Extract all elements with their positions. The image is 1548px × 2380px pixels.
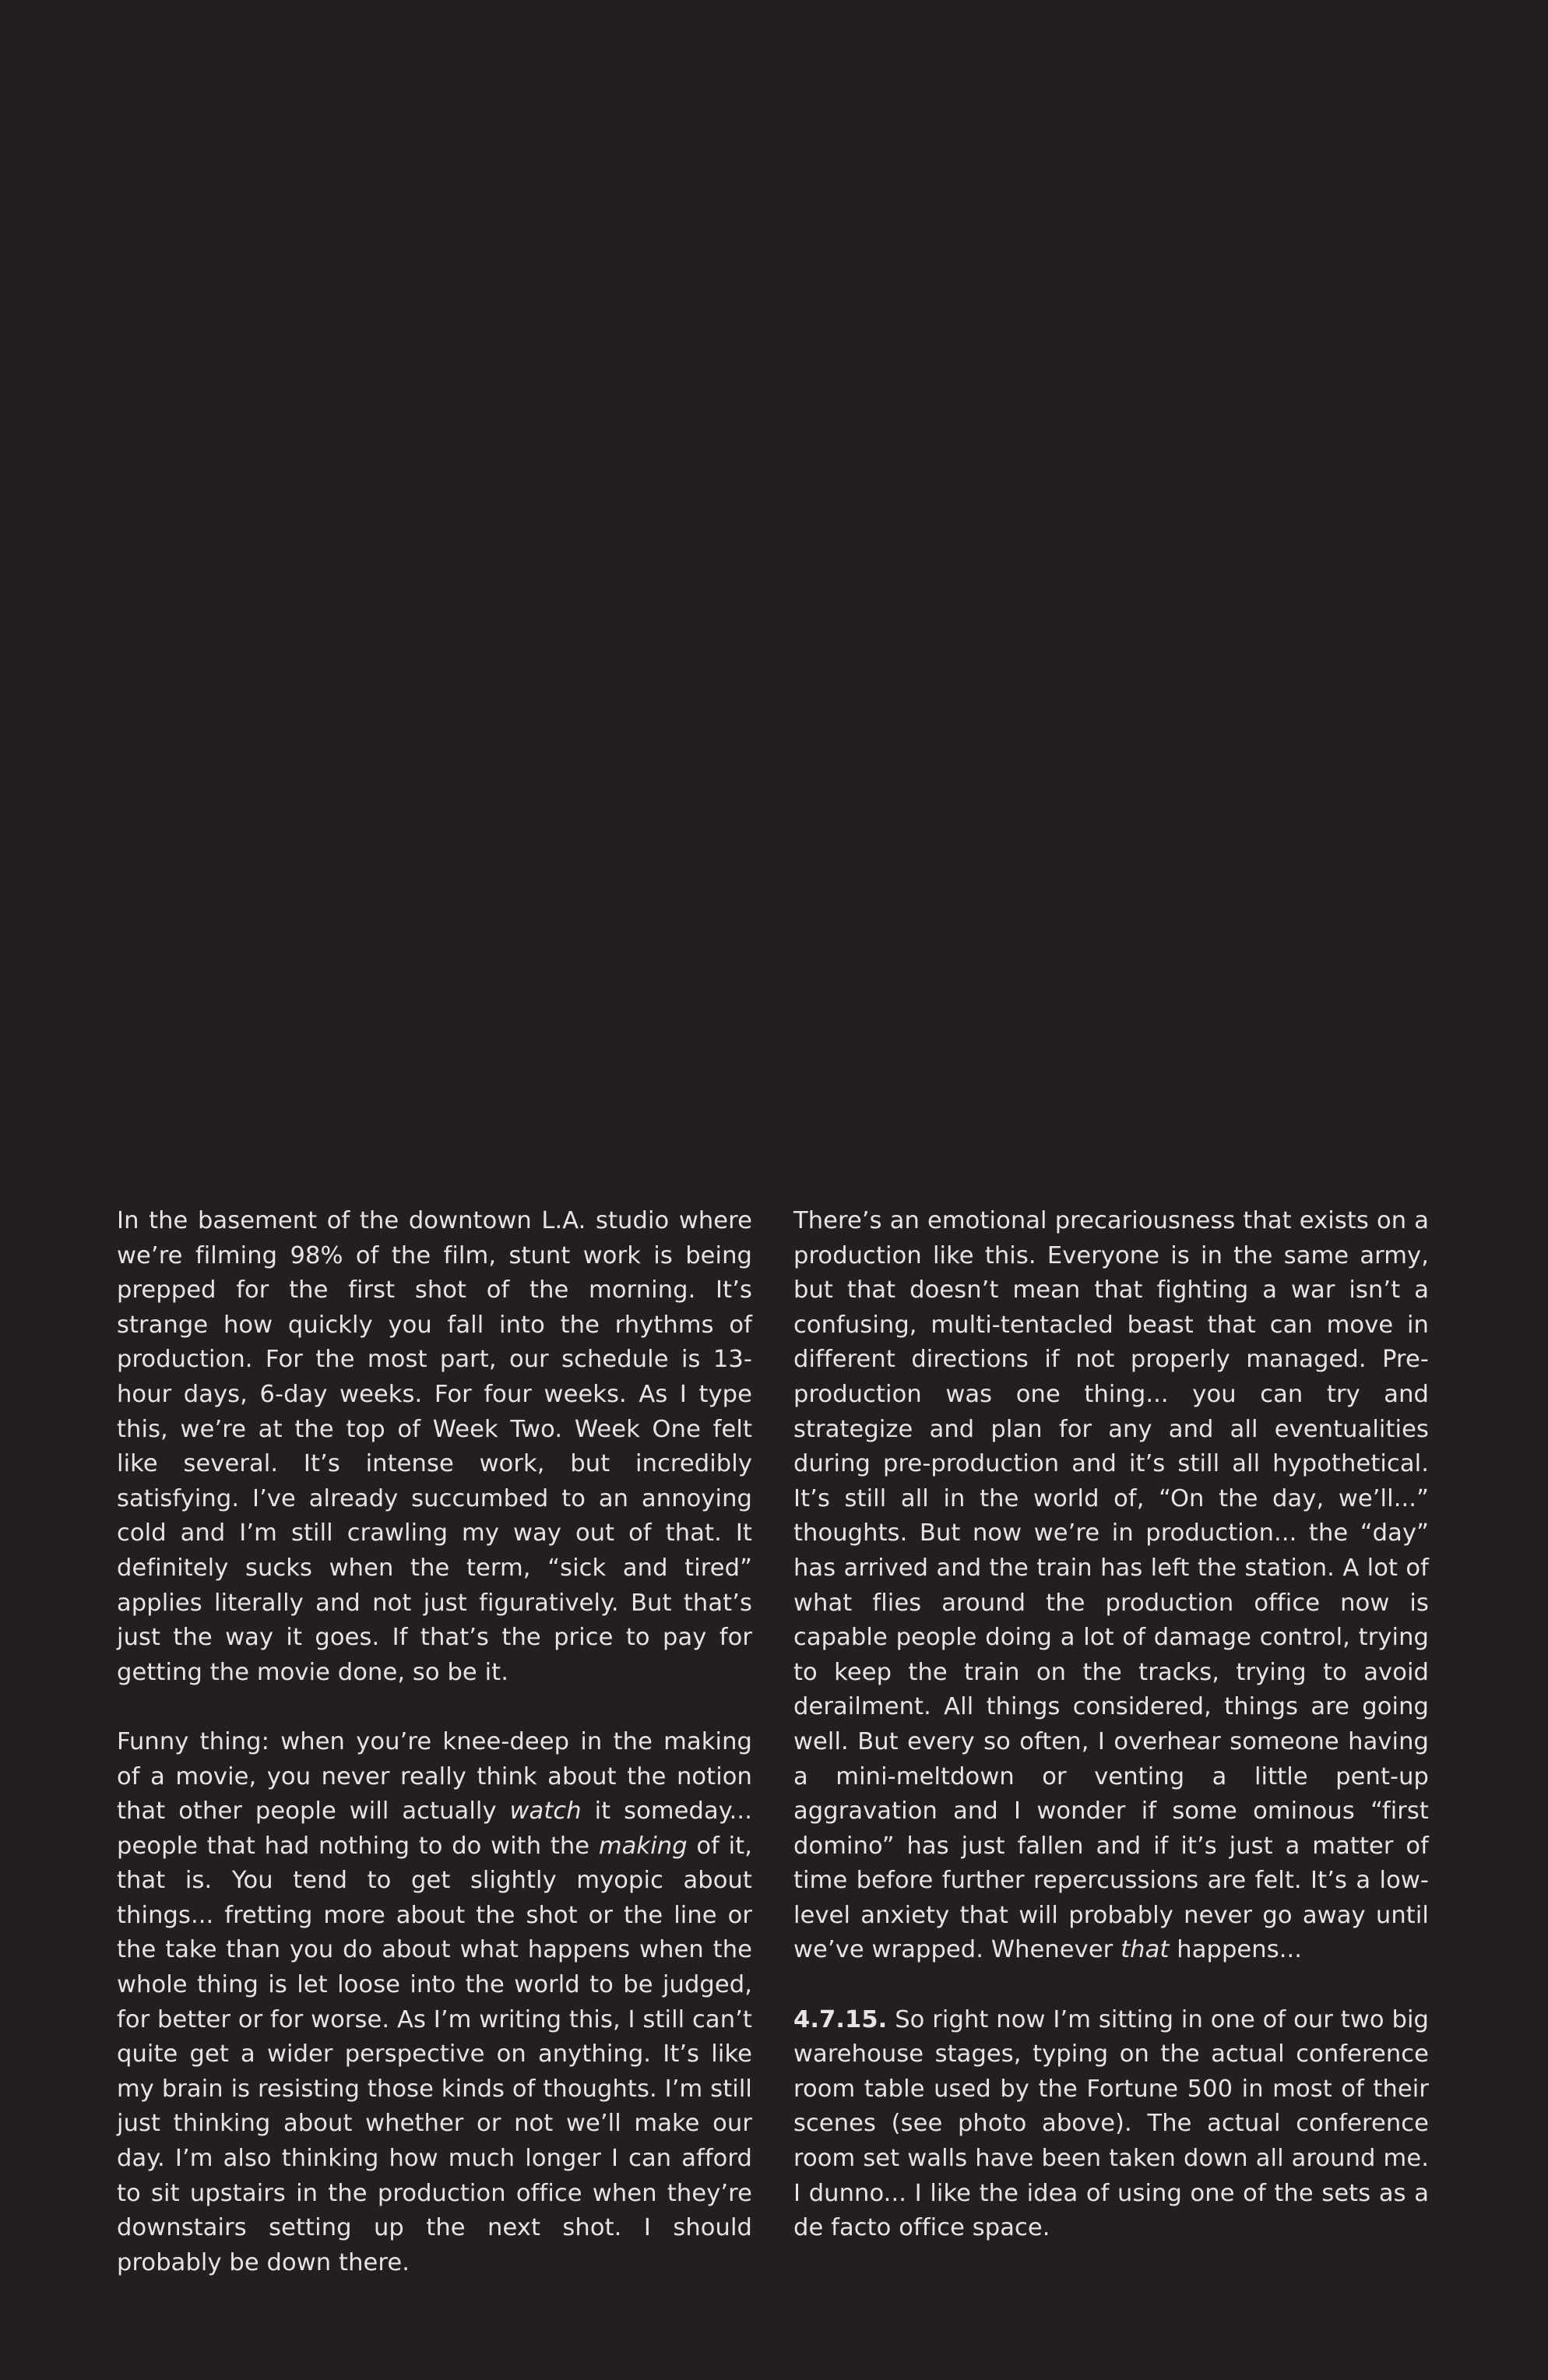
left-paragraph-1-text: In the basement of the downtown L.A. studio where we’re filming 98% of the film, stunt work is being prepped for the first shot of the morning. It’s strange how quickly you fall into the rhythms of production. For the most part, our schedule is 13-hour days, 6-day weeks. For four weeks. As I type this, we’re at the top of Week Two. Week One felt like several. It’s intense work, but incredibly satisfying. I’ve already succumbed to an annoying cold and I’m still crawling my way out of that. It definitely sucks when the term, “sick and tired” applies literally and not just figuratively. But that’s just the way it goes. If that’s the price to pay for getting the movie done, so be it. [117,1207,752,1686]
right-column [793,1204,1429,2246]
left-paragraph-2-text-b: it someday... people that had nothing to do with the [117,1797,752,1860]
left-paragraph-2-text-a: Funny thing: when you’re knee-deep in the making of a movie, you never really think about the notion that other people will actually [117,1727,752,1825]
emphasis-that: that [1121,1936,1170,1964]
emphasis-watch: watch [509,1797,582,1825]
left-column [117,1204,752,2280]
left-paragraph-1 [117,1204,752,1690]
left-paragraph-2 [117,1725,752,2281]
right-paragraph-2-text: So right now I’m sitting in one of our two big warehouse stages, typing on the actual conference room table used by the Fortune 500 in most of their scenes (see photo above). The actual conference room set walls have been taken down all around me. I dunno... I like the idea of using one of the sets as a de facto office space. [793,2005,1429,2242]
right-paragraph-1-text-a: There’s an emotional precariousness that exists on a production like this. Everyone is in the same army, but that doesn’t mean that fighting a war isn’t a confusing, multi-tentacled beast that can move in different directions if not properly managed. Pre-production was one thing... you can try and strategize and plan for any and all eventualities during pre-production and it’s still all hypothetical. It’s still all in the world of, “On the day, we’ll...” thoughts. But now we’re in production... the “day” has arrived and the train has left the station. A lot of what flies around the production office now is capable people doing a lot of damage control, trying to keep the train on the tracks, trying to avoid derailment. All things considered, things are going well. But every so often, I overhear someone having a mini-meltdown or venting a little pent-up aggravation and I wonder if some ominous “first domino” has just fallen and if it’s just a matter of time before further repercussions are felt. It’s a low-level anxiety that will probably never go away until we’ve wrapped. Whenever [793,1207,1429,1964]
emphasis-making: making [598,1832,688,1860]
left-paragraph-2-text-c: of it, that is. You tend to get slightly myopic about things... fretting more about the shot or the line or the take than you do about what happens when the whole thing is let loose into the world to be judged, for better or for worse. As I’m writing this, I still can’t quite get a wider perspective on anything. It’s like my brain is resisting those kinds of thoughts. I’m still just thinking about whether or not we’ll make our day. I’m also thinking how much longer I can afford to sit upstairs in the production office when they’re downstairs setting up the next shot. I should probably be down there. [117,1832,752,2276]
right-paragraph-1 [793,1204,1429,1968]
right-paragraph-1-text-b: happens... [1169,1936,1303,1964]
dateline: 4.7.15. [793,2005,888,2033]
right-paragraph-2 [793,2003,1429,2246]
